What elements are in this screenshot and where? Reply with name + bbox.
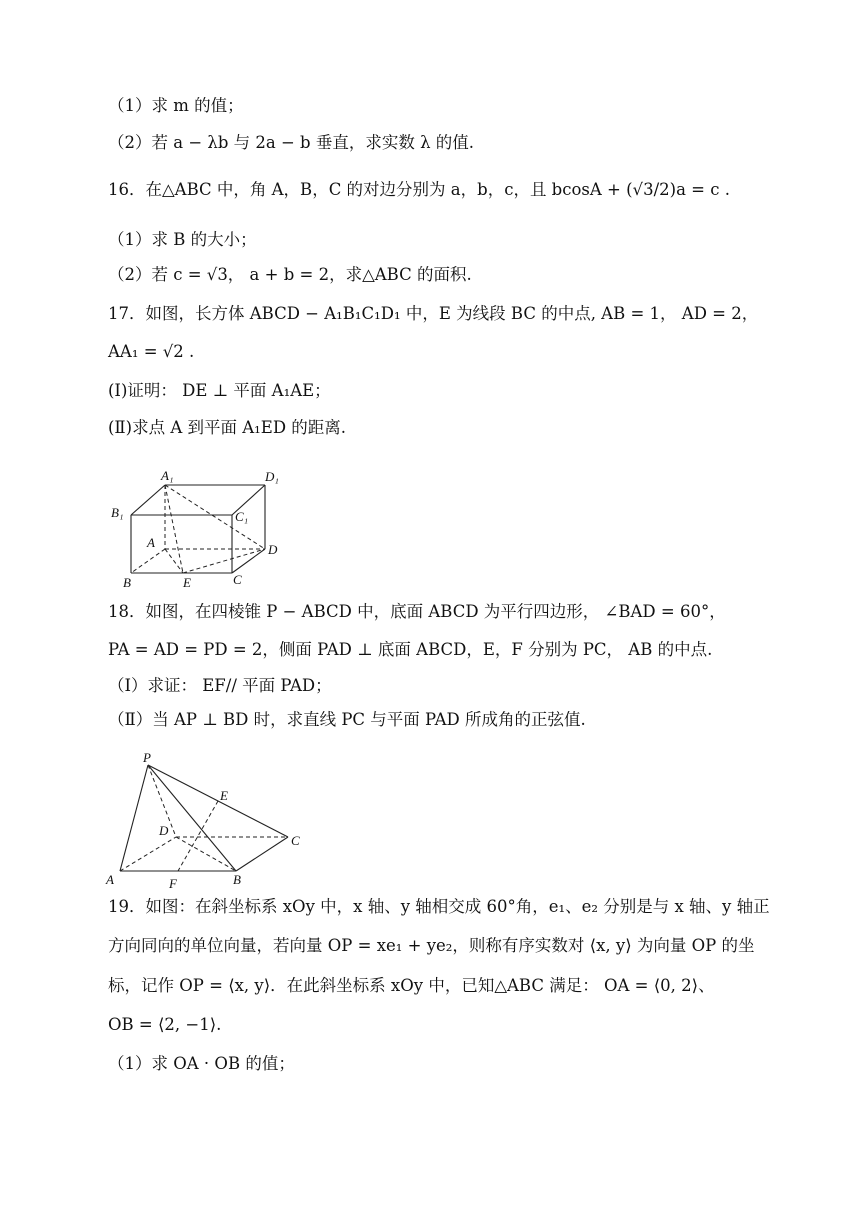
problem-18-part-1: （Ⅰ）求证： EF// 平面 PAD； <box>108 676 332 695</box>
segment-E-D <box>183 549 265 573</box>
label-D: D <box>268 542 278 557</box>
label-C: C <box>291 833 300 848</box>
edge-A-B <box>131 549 165 573</box>
problem-19-statement: 19．如图：在斜坐标系 xOy 中，x 轴、y 轴相交成 60°角，e₁、e₂ 分别是与 x 轴、y 轴正 <box>108 897 770 916</box>
problem-19-statement-cont-1: 方向同向的单位向量，若向量 OP = xe₁ + ye₂，则称有序实数对 ⟨x, y⟩ 为向量 OP 的坐 <box>108 936 755 955</box>
label-F: F <box>169 876 177 890</box>
label-A: A <box>147 535 155 550</box>
edge-C-D <box>232 549 265 573</box>
edge-A1-B1 <box>131 485 165 515</box>
problem-18-statement-cont: PA = AD = PD = 2，侧面 PAD ⊥ 底面 ABCD，E，F 分别为 PC， AB 的中点. <box>108 640 713 659</box>
segment-A1-E <box>165 485 183 573</box>
problem-19-statement-cont-2: 标，记作 OP = ⟨x, y⟩．在此斜坐标系 xOy 中，已知△ABC 满足： OA = ⟨0, 2⟩、 <box>108 976 715 995</box>
label-A1: A₁ <box>161 468 174 483</box>
problem-17-part-1: (Ⅰ)证明： DE ⊥ 平面 A₁AE； <box>108 381 331 400</box>
problem-16-part-2: （2）若 c = √3， a + b = 2，求△ABC 的面积. <box>108 265 472 284</box>
label-D1: D₁ <box>265 469 279 484</box>
segment-E-F <box>178 801 218 871</box>
figure-pyramid <box>103 750 313 890</box>
problem-19-part-1: （1）求 OA · OB 的值； <box>108 1054 295 1073</box>
label-B1: B₁ <box>111 505 124 520</box>
label-B: B <box>123 575 131 590</box>
label-D: D <box>159 823 169 838</box>
segment-D-B <box>176 837 236 871</box>
label-B: B <box>233 872 241 887</box>
problem-16-statement: 16．在△ABC 中，角 A，B，C 的对边分别为 a，b，c，且 bcosA + (√3/2)a = c . <box>108 180 730 199</box>
figure-cuboid <box>105 465 305 605</box>
edge-B-C <box>236 837 288 871</box>
problem-18-statement: 18．如图，在四棱锥 P − ABCD 中，底面 ABCD 为平行四边形， ∠BAD = 60°， <box>108 602 726 621</box>
label-A: A <box>106 872 114 887</box>
problem-18-part-2: （Ⅱ）当 AP ⊥ BD 时，求直线 PC 与平面 PAD 所成角的正弦值. <box>108 710 586 729</box>
label-E: E <box>220 788 228 803</box>
problem-17-part-2: (Ⅱ)求点 A 到平面 A₁ED 的距离. <box>108 418 347 437</box>
problem-19-statement-cont-3: OB = ⟨2, −1⟩. <box>108 1015 222 1034</box>
label-E: E <box>183 575 191 590</box>
edge-P-A <box>120 765 148 871</box>
segment-A1-D <box>165 485 265 549</box>
problem-16-part-1: （1）求 B 的大小； <box>108 230 257 249</box>
problem-17-statement: 17．如图，长方体 ABCD − A₁B₁C₁D₁ 中，E 为线段 BC 的中点, AB = 1， AD = 2， <box>108 304 759 323</box>
edge-A-D <box>120 837 176 871</box>
label-P: P <box>143 750 151 765</box>
label-C: C <box>233 572 242 587</box>
label-C1: C₁ <box>235 509 249 524</box>
problem-15-part-1: （1）求 m 的值； <box>108 96 244 115</box>
problem-17-statement-cont: AA₁ = √2 . <box>108 342 195 361</box>
problem-15-part-2: （2）若 a − λb 与 2a − b 垂直，求实数 λ 的值. <box>108 133 475 152</box>
edge-P-B <box>148 765 236 871</box>
